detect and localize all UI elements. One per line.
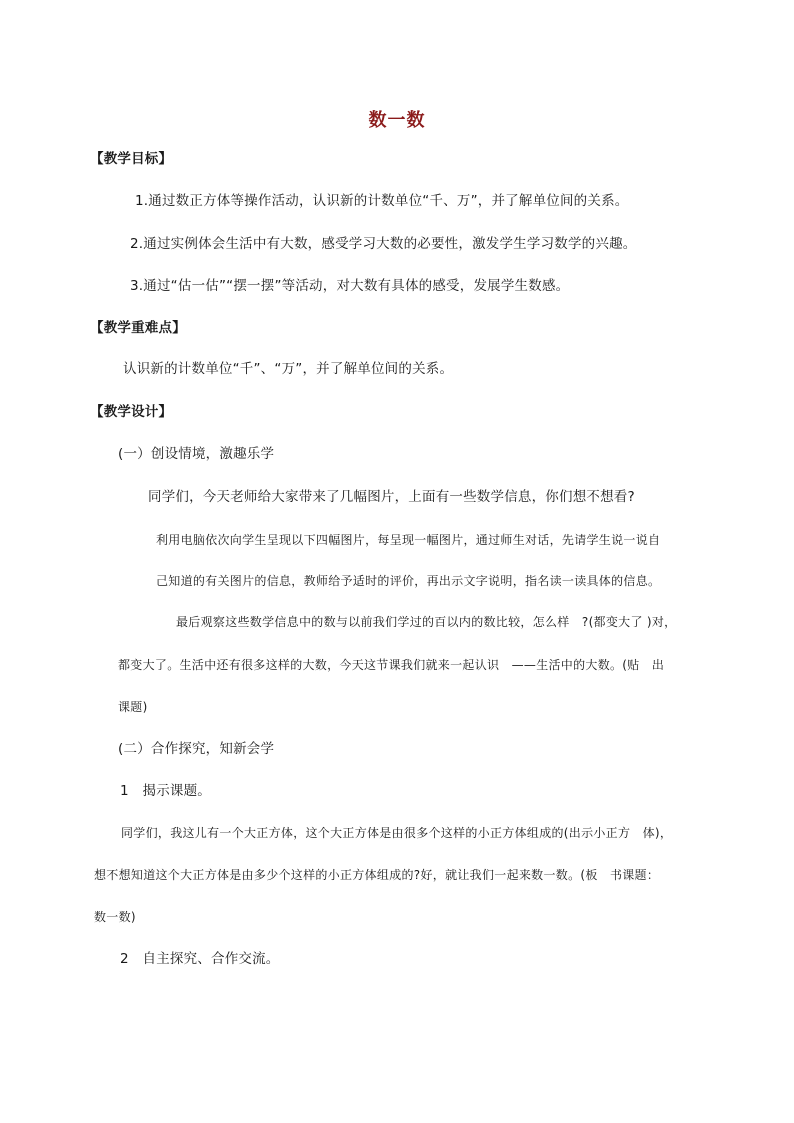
- paragraph-2-line-2: 己知道的有关图片的信息，教师给予适时的评价，再出示文字说明，指名读一读具体的信息。: [156, 574, 661, 588]
- objectives-heading: 【教学目标】: [90, 151, 173, 167]
- paragraph-1: 同学们，今天老师给大家带来了几幅图片，上面有一些数学信息，你们想不想看?: [148, 489, 635, 505]
- step-1: 1 揭示课题。: [120, 783, 211, 799]
- design-heading: 【教学设计】: [90, 404, 173, 420]
- paragraph-4-line-1: 同学们，我这儿有一个大正方体，这个大正方体是由很多个这样的小正方体组成的(出示小正方 体)，: [121, 826, 673, 840]
- part2-title: (二）合作探究，知新会学: [118, 741, 275, 757]
- key-points-heading: 【教学重难点】: [90, 320, 186, 336]
- paragraph-2-line-1: 利用电脑依次向学生呈现以下四幅图片，每呈现一幅图片，通过师生对话，先请学生说一说自: [156, 533, 661, 547]
- document-title: 数一数: [368, 110, 426, 131]
- objective-item-3: 3.通过“估一估”“摆一摆”等活动，对大数有具体的感受，发展学生数感。: [130, 278, 570, 294]
- paragraph-3-line-2: 都变大了。生活中还有很多这样的大数，今天这节课我们就来一起认识 ——生活中的大数。(贴 出: [118, 658, 665, 672]
- key-points-text: 认识新的计数单位“千”、“万”，并了解单位间的关系。: [123, 361, 454, 377]
- part1-title: (一）创设情境，激趣乐学: [118, 446, 275, 462]
- objective-item-2: 2.通过实例体会生活中有大数，感受学习大数的必要性，激发学生学习数学的兴趣。: [130, 236, 637, 252]
- paragraph-4-line-3: 数一数): [94, 910, 136, 924]
- paragraph-3-line-1: 最后观察这些数学信息中的数与以前我们学过的百以内的数比较，怎么样 ?(都变大了 )对，: [176, 615, 677, 629]
- step-2: 2 自主探究、合作交流。: [120, 951, 280, 967]
- objective-item-1: 1.通过数正方体等操作活动，认识新的计数单位“千、万”，并了解单位间的关系。: [135, 193, 629, 209]
- paragraph-4-line-2: 想不想知道这个大正方体是由多少个这样的小正方体组成的?好，就让我们一起来数一数。(板 书课题：: [94, 868, 660, 882]
- paragraph-3-line-3: 课题): [118, 700, 148, 714]
